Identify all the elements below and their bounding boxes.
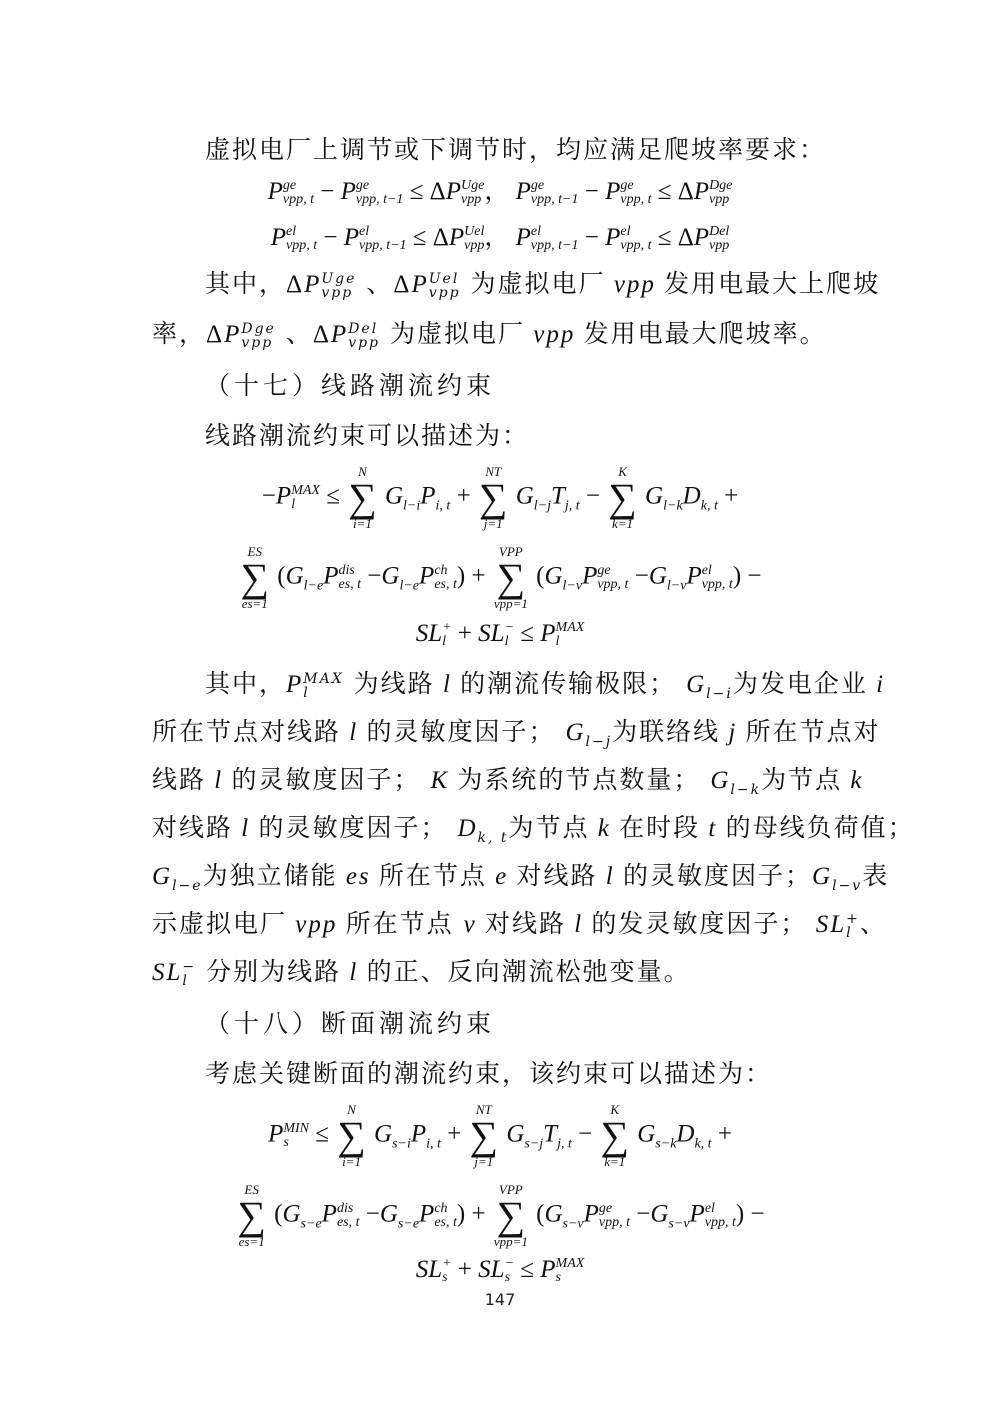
paragraph-line-flow-def-2: 所在节点对线路 l 的灵敏度因子； $G_{l-j}$为联络线 j 所在节点对 [152,717,881,750]
paragraph-ramp-intro: 虚拟电厂上调节或下调节时，均应满足爬坡率要求： [205,135,827,164]
paragraph-line-flow-intro: 线路潮流约束可以描述为： [205,421,530,450]
paragraph-line-flow-def-6: 示虚拟电厂 vpp 所在节点 v 对线路 l 的发灵敏度因子； SL + l 、 [152,909,887,941]
equation-ramp-el: P el vpp, t − P el vpp, t−1 ≤ ΔP Uel vpp ， P el vpp, t−1 − P el vpp, t ≤ ΔP Del vpp [270,224,730,254]
heading-section-flow-constraint: （十八）断面潮流约束 [205,1009,496,1038]
equation-section-flow-row1: P MIN s ≤ N ∑ i=1 $G_{s-i}P_{i, t}$ + NT ∑ j=1 $G_{s-j}T_{j, t}$ − K ∑ k=1 $G_{s-k}D_{k, t}$ + [268,1102,732,1169]
paragraph-ramp-definition-line2: 率，ΔP Dge vpp 、ΔP Del vpp 为虚拟电厂 vpp 发用电最大爬坡率。 [152,319,827,351]
paragraph-line-flow-def-4: 对线路 l 的灵敏度因子； $D_{k, t}$为节点 k 在时段 t 的母线负荷值； [152,813,915,846]
paragraph-line-flow-def-5: $G_{l-e}$为独立储能 es 所在节点 e 对线路 l 的灵敏度因子；$G_{l-v}$表 [152,861,890,894]
paragraph-line-flow-def-1: 其中，P MAX l 为线路 l 的潮流传输极限； $G_{l-i}$为发电企业 i [205,669,886,702]
equation-line-flow-row1: −P MAX l ≤ N ∑ i=1 $G_{l-i}P_{i, t}$ + NT ∑ j=1 $G_{l-j}T_{j, t}$ − K ∑ k=1 $G_{l-k}D_{k, t}$ + [261,464,739,531]
equation-line-flow-row2: ES ∑ es=1 ($G_{l-e}P$ dis es, t $-G_{l-e}P$ ch es, t ) + VPP ∑ vpp=1 ($G_{l-v}P$ ge vpp, t $-G_{l-v}P$ el vpp, t ) − [240,544,762,611]
equation-section-flow-row3: SL + s + SL − s ≤ P MAX s [415,1256,585,1286]
paragraph-section-flow-intro: 考虑关键断面的潮流约束，该约束可以描述为： [205,1059,773,1088]
page-number: 147 [484,1290,516,1309]
equation-line-flow-row3: SL + l + SL − l ≤ P MAX l [415,620,585,650]
heading-line-flow-constraint: （十七）线路潮流约束 [205,371,496,400]
paragraph-line-flow-def-7: SL − l 分别为线路 l 的正、反向潮流松弛变量。 [152,957,691,989]
paragraph-line-flow-def-3: 线路 l 的灵敏度因子； K 为系统的节点数量； $G_{l-k}$为节点 k [152,765,864,798]
equation-ramp-ge: P ge vpp, t − P ge vpp, t−1 ≤ ΔP Uge vpp ， P ge vpp, t−1 − P ge vpp, t ≤ ΔP Dge vpp [267,178,733,208]
equation-section-flow-row2: ES ∑ es=1 ($G_{s-e}P$ dis es, t $-G_{s-e}P$ ch es, t ) + VPP ∑ vpp=1 ($G_{s-v}P$ ge vpp, t $-G_{s-v}P$ el vpp, t ) − [237,1182,765,1249]
paragraph-ramp-definition-line1: 其中，ΔP Uge vpp 、ΔP Uel vpp 为虚拟电厂 vpp 发用电最大上爬坡 [205,269,881,301]
